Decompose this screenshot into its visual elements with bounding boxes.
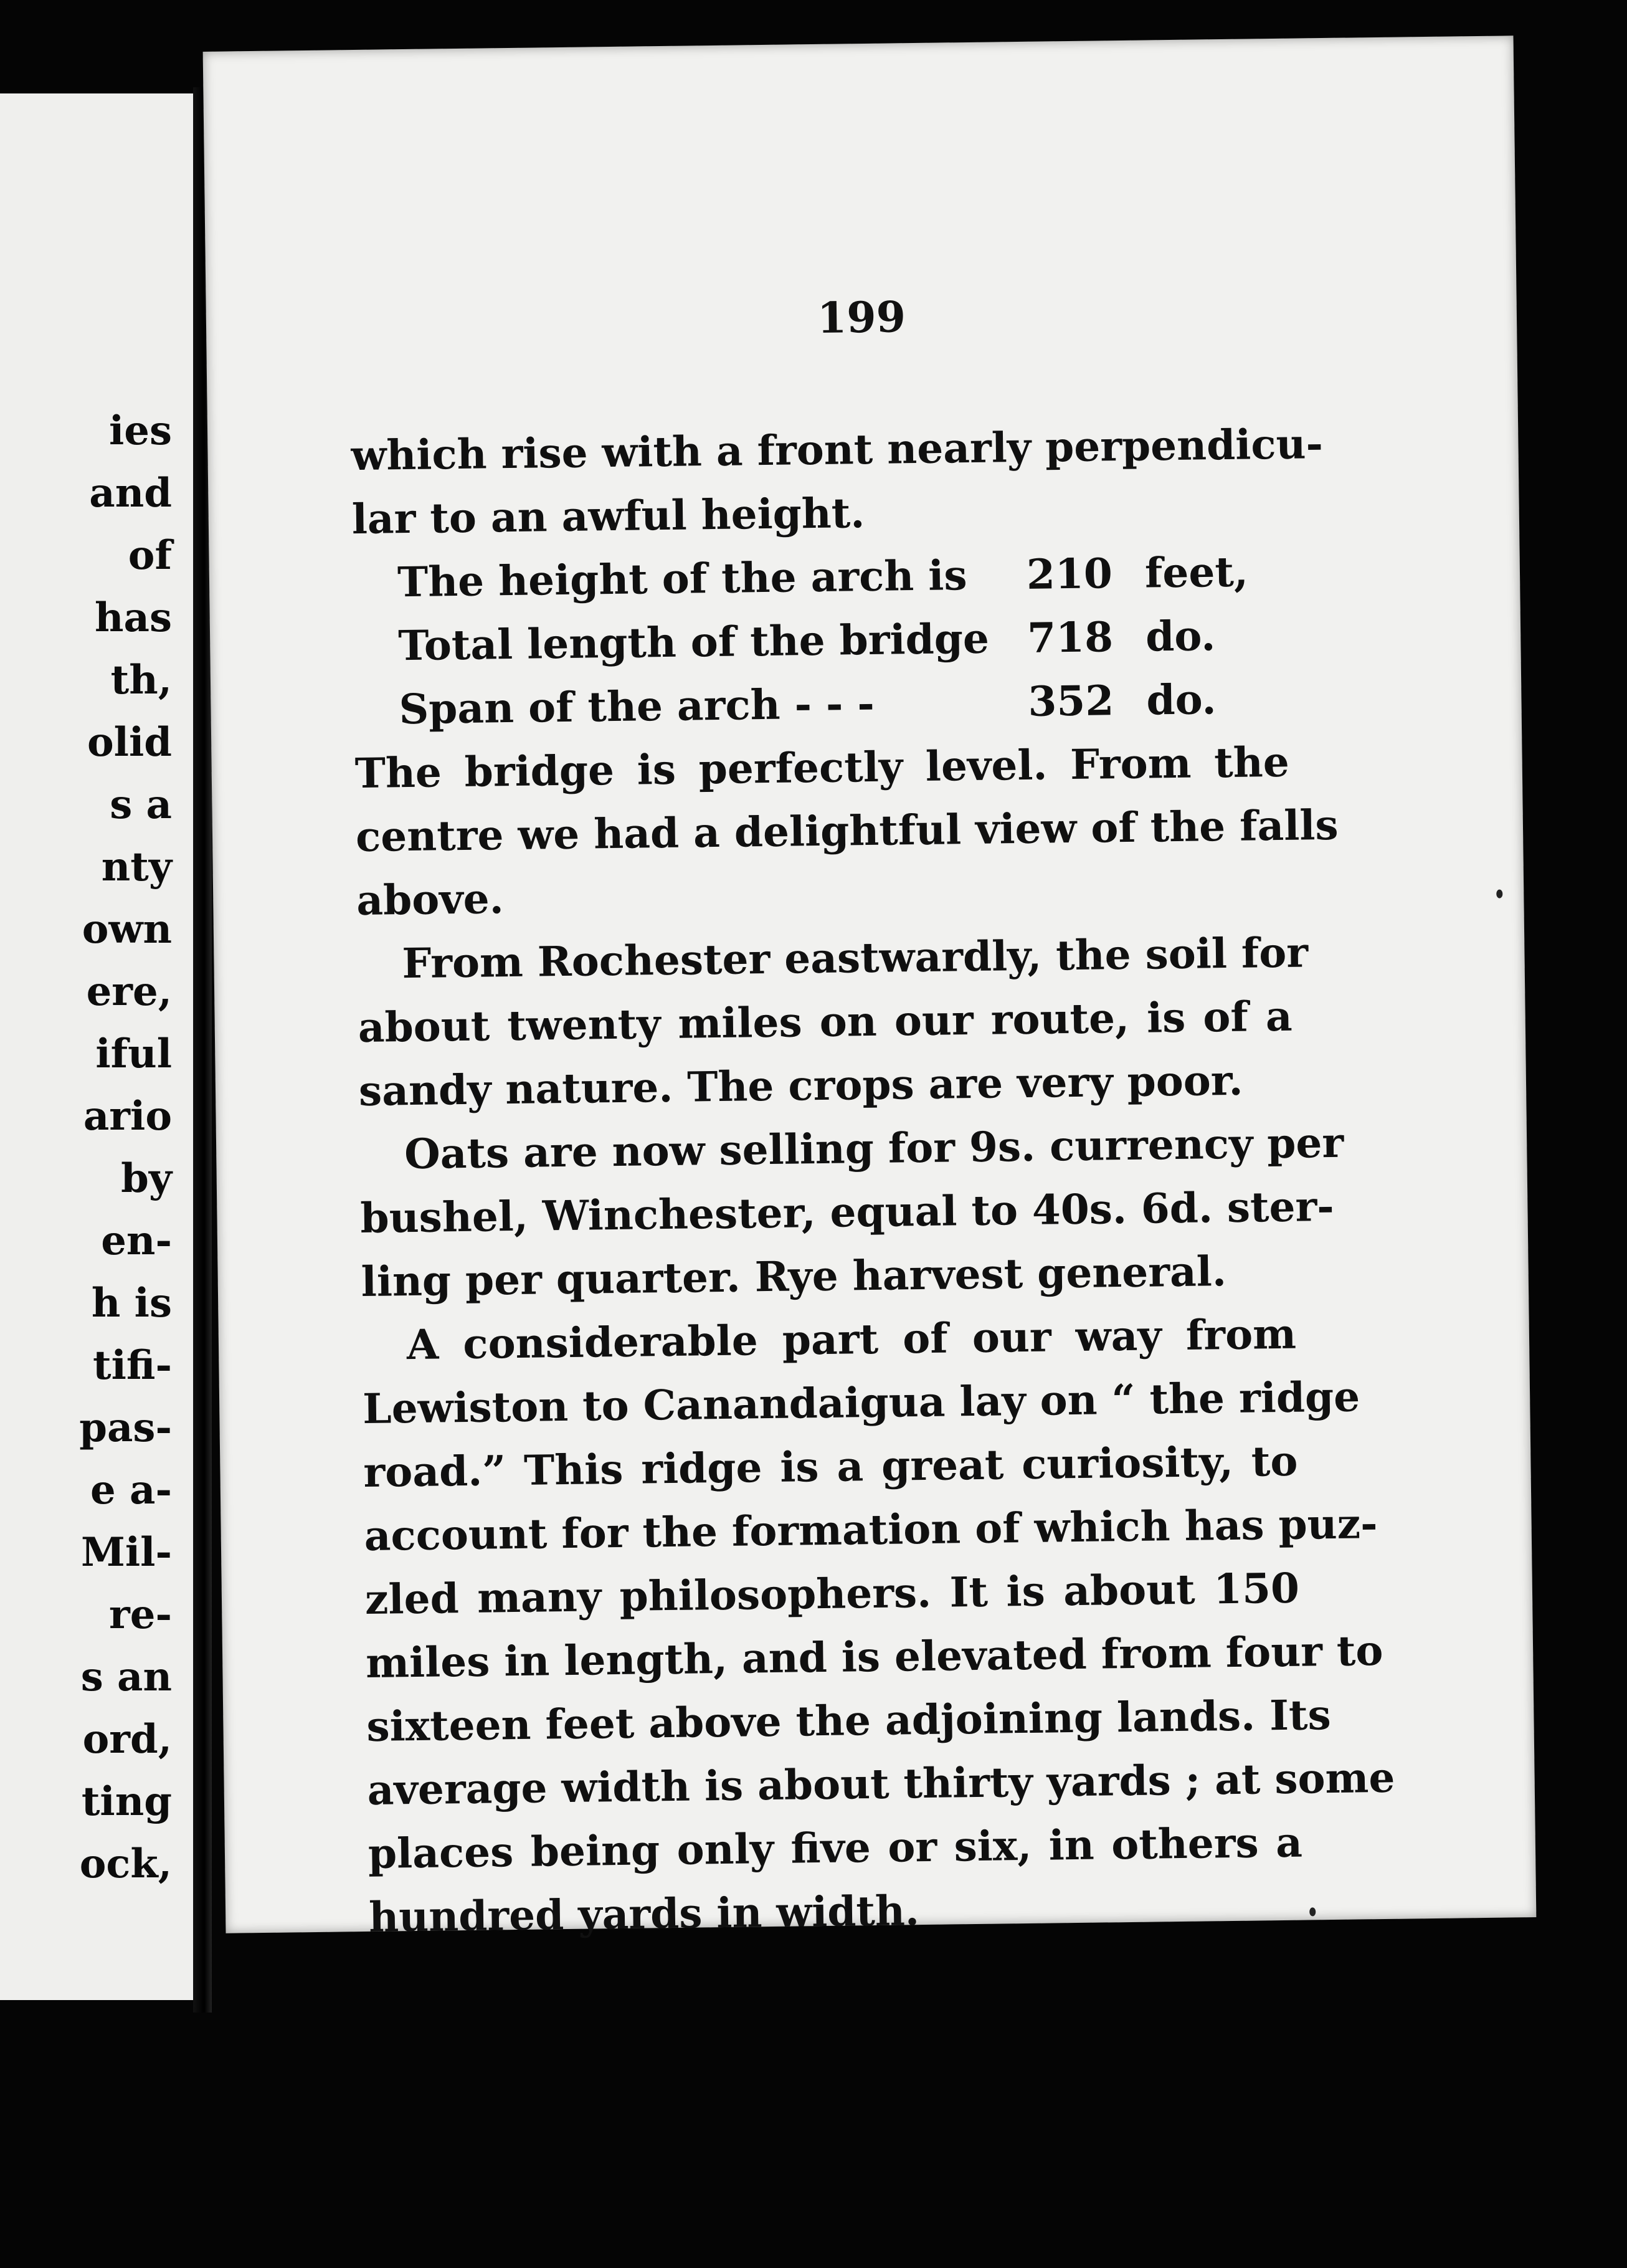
text-line: account for the formation of which has puz- — [364, 1499, 1378, 1560]
facing-line: olid — [87, 719, 172, 766]
facing-line: own — [82, 906, 172, 953]
text-line: places being only five or six, in others a — [368, 1818, 1303, 1878]
facing-line: ies — [108, 407, 172, 454]
facing-line: th, — [110, 657, 172, 703]
facing-line: h is — [91, 1280, 172, 1327]
facing-line: en- — [101, 1217, 172, 1264]
facing-line: s an — [80, 1654, 172, 1700]
text-line: Oats are now selling for 9s. currency per — [404, 1118, 1344, 1179]
facing-line: ting — [81, 1778, 172, 1825]
text-line: The bridge is perfectly level. From the — [354, 737, 1290, 798]
facing-line: pas- — [79, 1404, 172, 1451]
text-line: Lewiston to Canandaigua lay on “ the ridge — [362, 1372, 1360, 1433]
measure-value: 718 — [1027, 612, 1114, 662]
text-line: zled many philosophers. It is about 150 — [364, 1563, 1300, 1624]
scan-speck — [1496, 890, 1502, 898]
text-line: sixteen feet above the adjoining lands. Its — [366, 1690, 1332, 1751]
scan-speck — [1309, 1907, 1316, 1916]
text-line: miles in length, and is elevated from four to — [365, 1626, 1383, 1687]
facing-line: has — [94, 594, 172, 641]
text-line: which rise with a front nearly perpendicu- — [351, 419, 1324, 480]
facing-line: nty — [101, 844, 172, 890]
text-line: road.” This ridge is a great curiosity, to — [363, 1436, 1298, 1497]
text-line: average width is about thirty yards ; at some — [367, 1753, 1395, 1814]
text-line: ling per quarter. Rye harvest general. — [361, 1247, 1227, 1307]
text-line: lar to an awful height. — [351, 488, 865, 544]
page-number: 199 — [817, 292, 906, 343]
text-line: about twenty miles on our route, is of a — [358, 991, 1293, 1052]
page-body — [351, 412, 1395, 1949]
facing-line: Mil- — [80, 1529, 172, 1576]
text-line: A considerable part of our way from — [406, 1309, 1297, 1370]
measure-unit: do. — [1145, 611, 1216, 661]
measure-value: 210 — [1026, 549, 1113, 599]
text-line: sandy nature. The crops are very poor. — [358, 1055, 1243, 1116]
facing-line: ere, — [86, 968, 172, 1015]
book-page — [203, 36, 1537, 1942]
facing-line: s a — [110, 781, 172, 828]
measure-unit: feet, — [1144, 547, 1249, 598]
facing-line: iful — [95, 1031, 172, 1077]
bridge-measure-row — [354, 667, 1289, 741]
measure-label: Total length of the bridge — [397, 614, 990, 670]
measure-value: 352 — [1027, 676, 1114, 726]
bridge-measure-row — [352, 540, 1287, 614]
facing-line: ario — [83, 1093, 172, 1140]
measure-unit: do. — [1146, 675, 1217, 725]
bridge-measure-row — [353, 603, 1288, 678]
text-line: bushel, Winchester, equal to 40s. 6d. ster- — [360, 1181, 1335, 1243]
facing-line: and — [89, 470, 172, 517]
facing-line: by — [121, 1155, 172, 1202]
facing-line: e a- — [90, 1467, 172, 1513]
facing-page-edge — [0, 93, 199, 2000]
facing-line: re- — [109, 1591, 172, 1638]
measure-label: The height of the arch is — [397, 551, 967, 607]
facing-line: ord, — [82, 1716, 172, 1763]
facing-line: of — [128, 532, 172, 579]
text-line: centre we had a delightful view of the falls — [355, 800, 1339, 862]
text-line: From Rochester eastwardly, the soil for — [402, 928, 1309, 988]
text-line: above. — [356, 874, 505, 925]
facing-line: tifi- — [93, 1342, 172, 1389]
facing-line: ock, — [79, 1841, 172, 1887]
measure-label: Span of the arch - - - — [399, 679, 875, 734]
text-line: hundred yards in width. — [368, 1886, 920, 1942]
